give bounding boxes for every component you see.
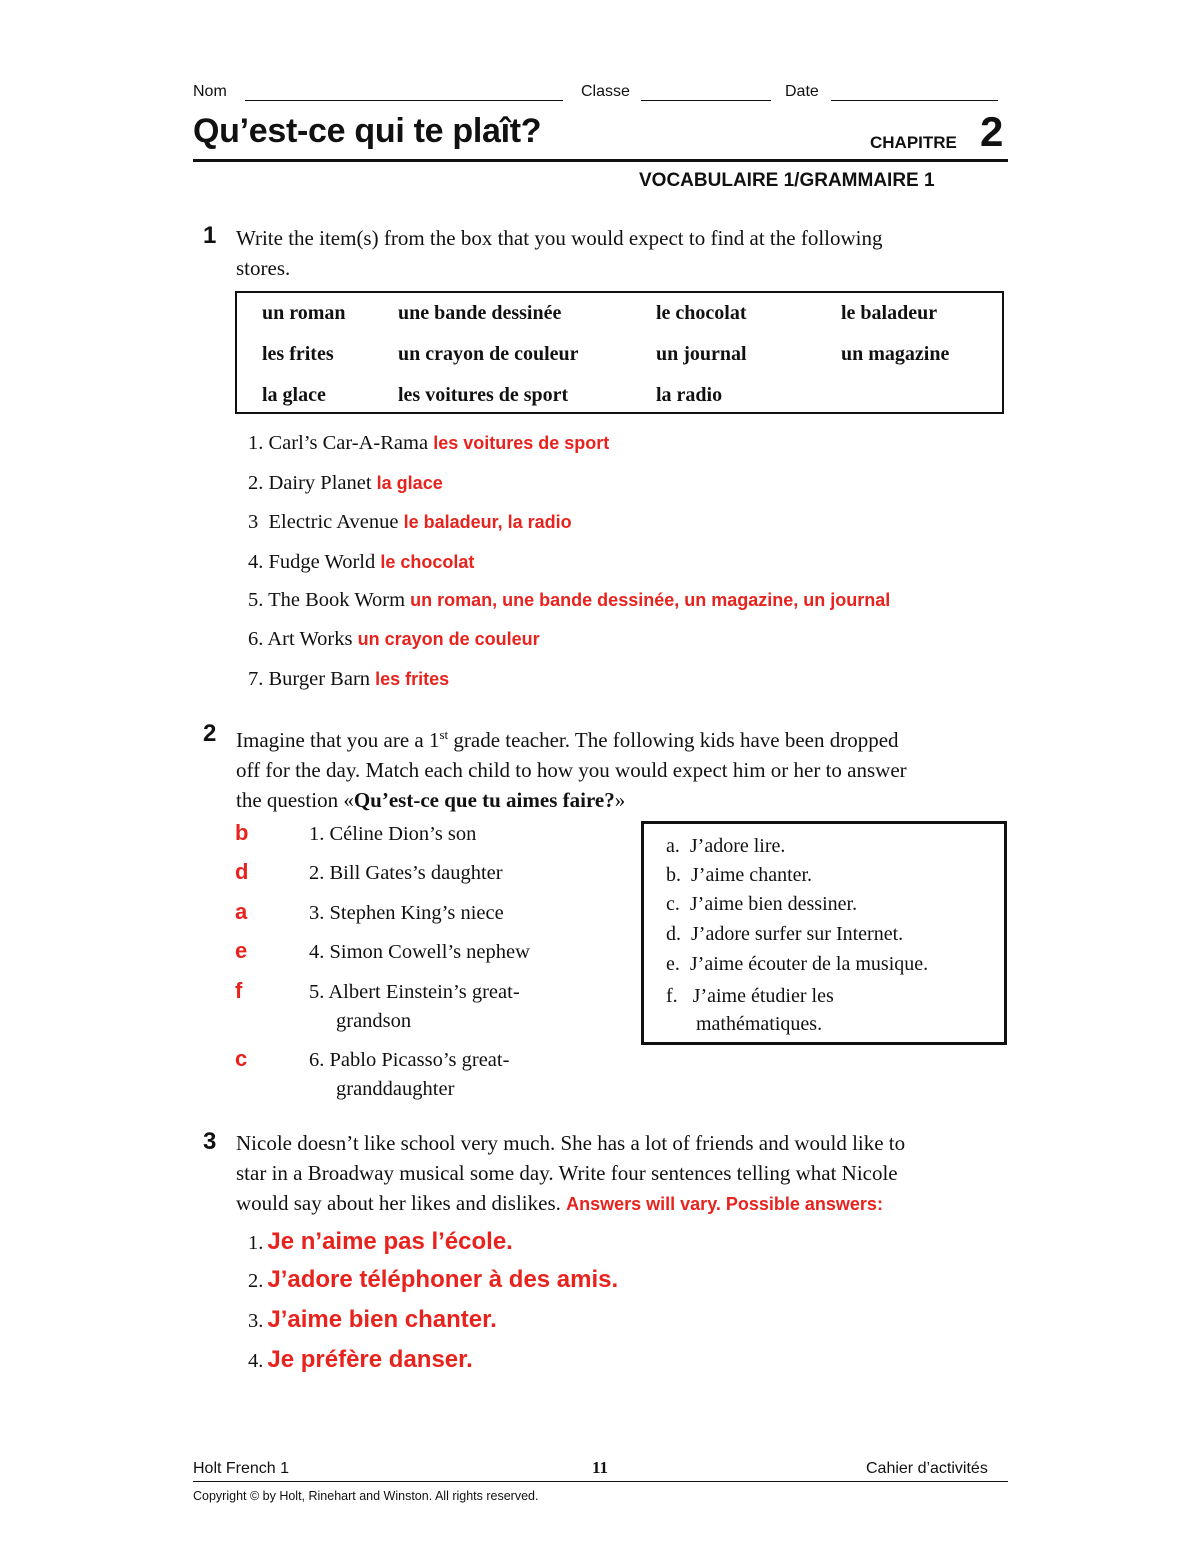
answer-text: la glace bbox=[376, 473, 443, 493]
nom-field[interactable] bbox=[245, 100, 563, 101]
vocab-word: un journal bbox=[656, 343, 747, 365]
date-field[interactable] bbox=[831, 100, 998, 101]
exercise-3-instructions: Nicole doesn’t like school very much. She has a lot of friends and would like to star in a Broadway musical some day. Write four sentences telling what Nicole would say about her likes and dislikes. Answers will vary. Possible answers: bbox=[236, 1131, 906, 1215]
match-answer: f bbox=[235, 978, 243, 1003]
option-item: c. J’aime bien dessiner. bbox=[666, 893, 858, 915]
answer-text: les frites bbox=[375, 669, 450, 689]
vocab-word: la radio bbox=[656, 384, 723, 406]
nom-label: Nom bbox=[193, 83, 227, 100]
list-item: 4. Je préfère danser. bbox=[248, 1346, 473, 1373]
list-item: 2. Dairy Planet la glace bbox=[248, 472, 443, 494]
list-item: 3 Electric Avenue le baladeur, la radio bbox=[248, 511, 572, 533]
match-answer: a bbox=[235, 899, 248, 924]
list-item: 2. J’adore téléphoner à des amis. bbox=[248, 1266, 619, 1293]
match-answer: e bbox=[235, 938, 248, 963]
footer-right: Cahier d’activités bbox=[866, 1460, 988, 1477]
answer-text: les voitures de sport bbox=[433, 433, 610, 453]
list-item: 7. Burger Barn les frites bbox=[248, 668, 450, 690]
chapitre-number: 2 bbox=[980, 108, 1004, 155]
answer-text: Je préfère danser. bbox=[267, 1346, 473, 1373]
vocab-word: une bande dessinée bbox=[398, 302, 562, 324]
vocab-word: un crayon de couleur bbox=[398, 343, 579, 365]
list-item: 1. Je n’aime pas l’école. bbox=[248, 1228, 513, 1255]
answer-text: le baladeur, la radio bbox=[403, 512, 572, 532]
page-number: 11 bbox=[592, 1458, 609, 1477]
list-item: 2. Bill Gates’s daughter bbox=[309, 862, 503, 884]
list-item: 5. Albert Einstein’s great- grandson bbox=[309, 981, 520, 1032]
exercise-2-instructions: Imagine that you are a 1st grade teacher. The following kids have been dropped off for the day. Match each child to how you would expect him or her to answer the question «Qu’est-ce que tu aimes faire?» bbox=[236, 727, 907, 812]
exercise-1-number: 1 bbox=[203, 222, 217, 249]
classe-label: Classe bbox=[581, 83, 630, 100]
option-item: a. J’adore lire. bbox=[666, 835, 786, 857]
option-item: e. J’aime écouter de la musique. bbox=[666, 953, 929, 975]
list-item: 6. Art Works un crayon de couleur bbox=[248, 628, 540, 650]
vocab-word: un roman bbox=[262, 302, 346, 324]
section-heading: VOCABULAIRE 1/GRAMMAIRE 1 bbox=[639, 170, 935, 191]
match-answer: d bbox=[235, 859, 249, 884]
list-item: 4. Simon Cowell’s nephew bbox=[309, 941, 530, 963]
chapitre-label: CHAPITRE bbox=[870, 133, 957, 152]
vocab-word: le baladeur bbox=[841, 302, 938, 324]
classe-field[interactable] bbox=[641, 100, 771, 101]
answer-text: un roman, une bande dessinée, un magazine, un journal bbox=[410, 590, 891, 610]
list-item: 1. Céline Dion’s son bbox=[309, 823, 477, 845]
date-label: Date bbox=[785, 83, 819, 100]
answer-text: J’aime bien chanter. bbox=[267, 1306, 497, 1333]
list-item: 6. Pablo Picasso’s great- granddaughter bbox=[309, 1049, 510, 1100]
list-item: 4. Fudge World le chocolat bbox=[248, 551, 475, 573]
vocab-word: un magazine bbox=[841, 343, 950, 365]
match-answer: b bbox=[235, 820, 249, 845]
list-item: 1. Carl’s Car-A-Rama les voitures de sport bbox=[248, 432, 610, 454]
match-answer: c bbox=[235, 1046, 248, 1071]
vocab-word: la glace bbox=[262, 384, 326, 406]
exercise-3-number: 3 bbox=[203, 1128, 217, 1155]
vocab-word: les frites bbox=[262, 343, 334, 365]
exercise-2-number: 2 bbox=[203, 720, 217, 747]
footer-rule bbox=[193, 1481, 1008, 1482]
exercise-1-instructions: Write the item(s) from the box that you would expect to find at the following stores. bbox=[236, 226, 883, 280]
vocab-word: les voitures de sport bbox=[398, 384, 569, 406]
page-title: Qu’est-ce qui te plaît? bbox=[193, 112, 542, 150]
vocab-word: le chocolat bbox=[656, 302, 747, 324]
footer-left: Holt French 1 bbox=[193, 1460, 290, 1477]
answer-text: Je n’aime pas l’école. bbox=[267, 1228, 513, 1255]
list-item: 3. J’aime bien chanter. bbox=[248, 1306, 497, 1333]
option-item: d. J’adore surfer sur Internet. bbox=[666, 923, 904, 945]
copyright: Copyright © by Holt, Rinehart and Winston. All rights reserved. bbox=[193, 1489, 539, 1503]
list-item: 5. The Book Worm un roman, une bande dessinée, un magazine, un journal bbox=[248, 589, 891, 611]
answer-text: un crayon de couleur bbox=[357, 629, 540, 649]
option-item: b. J’aime chanter. bbox=[666, 864, 813, 886]
option-item: f. J’aime étudier les mathématiques. bbox=[666, 985, 834, 1035]
list-item: 3. Stephen King’s niece bbox=[309, 902, 504, 924]
answer-text: J’adore téléphoner à des amis. bbox=[267, 1266, 619, 1293]
title-rule bbox=[193, 159, 1008, 162]
answer-note: Answers will vary. Possible answers: bbox=[566, 1194, 883, 1214]
answer-text: le chocolat bbox=[380, 552, 475, 572]
